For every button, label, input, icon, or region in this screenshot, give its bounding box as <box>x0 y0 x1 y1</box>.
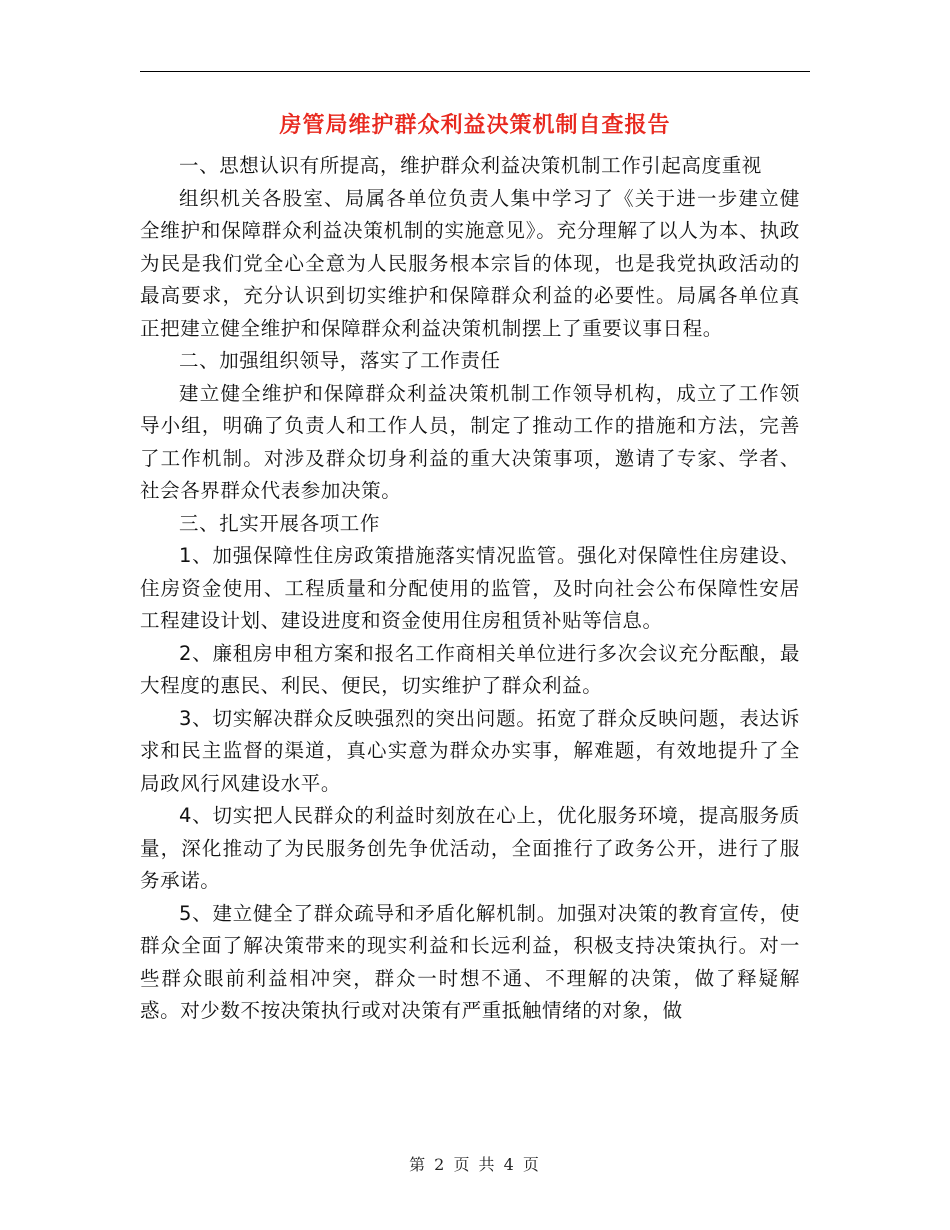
page-number-footer: 第 2 页 共 4 页 <box>409 1155 541 1174</box>
list-item-5: 5、建立健全了群众疏导和矛盾化解机制。加强对决策的教育宣传，使群众全面了解决策带来的现实利益和长远利益，积极支持决策执行。对一些群众眼前利益相冲突，群众一时想不通、不理解的决策，做了释疑解惑。对少数不按决策执行或对决策有严重抵触情绪的对象，做 <box>140 901 800 1022</box>
section-heading-2: 二、加强组织领导，落实了工作责任 <box>179 349 501 372</box>
section-heading-1: 一、思想认识有所提高，维护群众利益决策机制工作引起高度重视 <box>179 154 762 177</box>
paragraph-2: 建立健全维护和保障群众利益决策机制工作领导机构，成立了工作领导小组，明确了负责人和工作人员，制定了推动工作的措施和方法，完善了工作机制。对涉及群众切身利益的重大决策事项，邀请了专家、学者、社会各界群众代表参加决策。 <box>140 381 800 502</box>
list-item-3: 3、切实解决群众反映强烈的突出问题。拓宽了群众反映问题，表达诉求和民主监督的渠道，真心实意为群众办实事，解难题，有效地提升了全局政风行风建设水平。 <box>140 706 800 795</box>
document-title: 房管局维护群众利益决策机制自查报告 <box>279 113 671 138</box>
list-item-4: 4、切实把人民群众的利益时刻放在心上，优化服务环境，提高服务质量，深化推动了为民服务创先争优活动，全面推行了政务公开，进行了服务承诺。 <box>140 804 800 892</box>
header-rule <box>140 71 810 72</box>
paragraph-1: 组织机关各股室、局属各单位负责人集中学习了《关于进一步建立健全维护和保障群众利益决策机制的实施意见》。充分理解了以人为本、执政为民是我们党全心全意为人民服务根本宗旨的体现，也是我党执政活动的最高要求，充分认识到切实维护和保障群众利益的必要性。局属各单位真正把建立健全维护和保障群众利益决策机制摆上了重要议事日程。 <box>140 186 800 340</box>
section-heading-3: 三、扎实开展各项工作 <box>179 511 381 535</box>
document-body <box>140 150 800 1028</box>
list-item-2: 2、廉租房申租方案和报名工作商相关单位进行多次会议充分酝酿，最大程度的惠民、利民、便民，切实维护了群众利益。 <box>140 641 800 697</box>
list-item-1: 1、加强保障性住房政策措施落实情况监管。强化对保障性住房建设、住房资金使用、工程质量和分配使用的监管，及时向社会公布保障性安居工程建设计划、建设进度和资金使用住房租赁补贴等信息。 <box>140 544 800 632</box>
